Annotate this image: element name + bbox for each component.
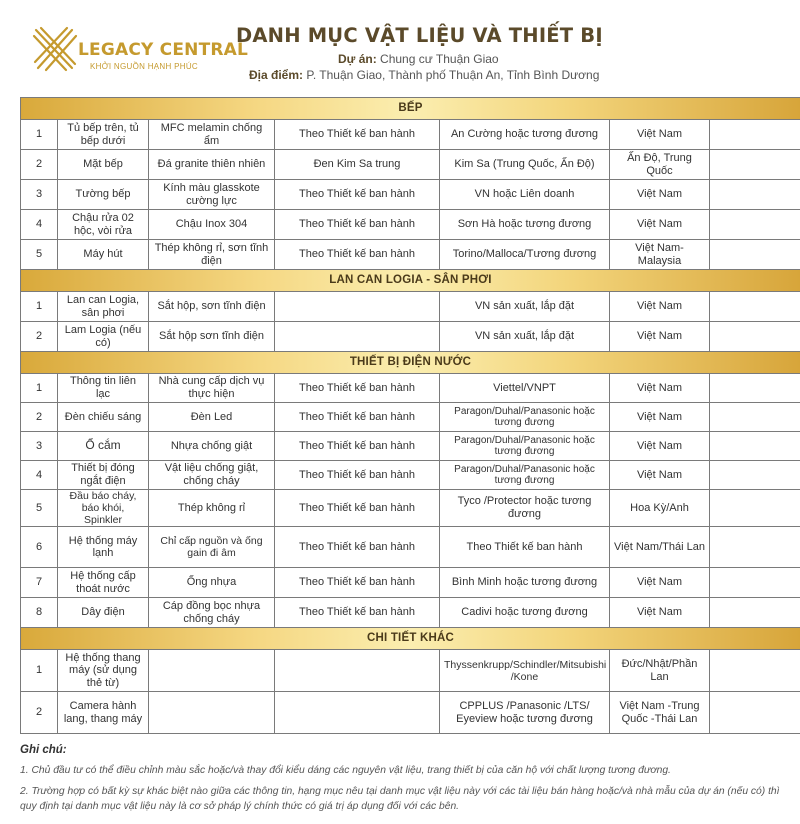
design-cell (275, 322, 440, 352)
row-number: 2 (21, 403, 58, 432)
item-cell: Tủ bếp trên, tủ bếp dưới (58, 120, 149, 150)
empty-cell (710, 180, 800, 210)
material-cell: Vật liệu chống giật, chống cháy (149, 461, 275, 490)
table-row (21, 568, 800, 598)
table-row (21, 180, 800, 210)
empty-cell (710, 240, 800, 270)
origin-cell: Việt Nam (610, 180, 710, 210)
table-row (21, 150, 800, 180)
section-title: BẾP (21, 98, 800, 120)
origin-cell: Việt Nam (610, 403, 710, 432)
origin-cell: Việt Nam (610, 598, 710, 628)
table-row (21, 120, 800, 150)
origin-cell: Đức/Nhật/Phần Lan (610, 650, 710, 692)
brand-cell: VN hoặc Liên doanh (440, 180, 610, 210)
material-cell: Cáp đồng bọc nhựa chống cháy (149, 598, 275, 628)
location-line (249, 68, 599, 82)
material-cell: Kính màu glasskote cường lực (149, 180, 275, 210)
empty-cell (710, 210, 800, 240)
origin-cell: Việt Nam (610, 292, 710, 322)
table-row (21, 374, 800, 403)
row-number: 5 (21, 490, 58, 527)
brand-cell: Thyssenkrupp/Schindler/Mitsubishi /Kone (440, 650, 610, 692)
design-cell: Theo Thiết kế ban hành (275, 120, 440, 150)
origin-cell: Ấn Độ, Trung Quốc (610, 150, 710, 180)
item-cell: Máy hút (58, 240, 149, 270)
item-cell: Dây điện (58, 598, 149, 628)
material-cell: Thép không rỉ, sơn tĩnh điện (149, 240, 275, 270)
origin-cell: Việt Nam (610, 374, 710, 403)
table-row (21, 598, 800, 628)
location-label: Địa điểm: (249, 68, 304, 82)
material-cell: Nhựa chống giật (149, 432, 275, 461)
item-cell: Chậu rửa 02 hộc, vòi rửa (58, 210, 149, 240)
brand-name: LEGACY CENTRAL (78, 40, 249, 60)
material-cell: Chỉ cấp nguồn và ống gain đi âm (149, 527, 275, 568)
design-cell: Theo Thiết kế ban hành (275, 461, 440, 490)
project-label: Dự án: (338, 52, 377, 66)
item-cell: Thông tin liên lạc (58, 374, 149, 403)
empty-cell (710, 432, 800, 461)
material-cell: MFC melamin chống ẩm (149, 120, 275, 150)
origin-cell: Việt Nam (610, 568, 710, 598)
design-cell: Theo Thiết kế ban hành (275, 180, 440, 210)
row-number: 1 (21, 374, 58, 403)
section-title: LAN CAN LOGIA - SÂN PHƠI (21, 270, 800, 292)
item-cell: Lam Logia (nếu có) (58, 322, 149, 352)
materials-table (20, 97, 800, 734)
notes-title: Ghi chú: (20, 744, 67, 756)
design-cell: Theo Thiết kế ban hành (275, 240, 440, 270)
table-row (21, 692, 800, 734)
row-number: 8 (21, 598, 58, 628)
material-cell: Thép không rỉ (149, 490, 275, 527)
empty-cell (710, 403, 800, 432)
material-cell (149, 692, 275, 734)
design-cell: Theo Thiết kế ban hành (275, 210, 440, 240)
design-cell: Theo Thiết kế ban hành (275, 432, 440, 461)
design-cell: Theo Thiết kế ban hành (275, 568, 440, 598)
table-row (21, 527, 800, 568)
section-title: CHI TIẾT KHÁC (21, 628, 800, 650)
design-cell: Theo Thiết kế ban hành (275, 490, 440, 527)
row-number: 4 (21, 461, 58, 490)
empty-cell (710, 120, 800, 150)
design-cell: Theo Thiết kế ban hành (275, 527, 440, 568)
note-item: 2. Trường hợp có bất kỳ sự khác biệt nào giữa các thông tin, hạng mục nêu tại danh mục vật liệu này với các tài liệu bán hàng hoặc/và nhà mẫu của dự án (nếu có) thì quy định tại danh mục vật liệu này là cơ sở pháp lý chính thức có giá trị áp dụng đối với các bên. (20, 785, 780, 812)
table-row (21, 490, 800, 527)
item-cell: Đèn chiếu sáng (58, 403, 149, 432)
table-row (21, 322, 800, 352)
empty-cell (710, 527, 800, 568)
brand-cell: VN sản xuất, lắp đặt (440, 292, 610, 322)
brand-cell: Theo Thiết kế ban hành (440, 527, 610, 568)
material-cell: Đá granite thiên nhiên (149, 150, 275, 180)
design-cell (275, 692, 440, 734)
origin-cell: Hoa Kỳ/Anh (610, 490, 710, 527)
empty-cell (710, 650, 800, 692)
row-number: 2 (21, 692, 58, 734)
origin-cell: Việt Nam/Thái Lan (610, 527, 710, 568)
empty-cell (710, 374, 800, 403)
row-number: 2 (21, 150, 58, 180)
table-row (21, 210, 800, 240)
project-value: Chung cư Thuận Giao (380, 52, 499, 66)
item-cell: Ổ cắm (58, 432, 149, 461)
material-cell: Nhà cung cấp dịch vụ thực hiện (149, 374, 275, 403)
table-row (21, 650, 800, 692)
brand-cell: Torino/Malloca/Tương đương (440, 240, 610, 270)
row-number: 5 (21, 240, 58, 270)
row-number: 7 (21, 568, 58, 598)
empty-cell (710, 322, 800, 352)
item-cell: Thiết bị đóng ngắt điện (58, 461, 149, 490)
row-number: 4 (21, 210, 58, 240)
table-row (21, 461, 800, 490)
material-cell: Ống nhựa (149, 568, 275, 598)
origin-cell: Việt Nam -Trung Quốc -Thái Lan (610, 692, 710, 734)
brand-cell: An Cường hoặc tương đương (440, 120, 610, 150)
table-row (21, 432, 800, 461)
row-number: 1 (21, 120, 58, 150)
item-cell: Camera hành lang, thang máy (58, 692, 149, 734)
origin-cell: Việt Nam (610, 322, 710, 352)
brand-cell: Sơn Hà hoặc tương đương (440, 210, 610, 240)
item-cell: Hệ thống cấp thoát nước (58, 568, 149, 598)
material-cell (149, 650, 275, 692)
logo-mark-icon (32, 26, 78, 72)
row-number: 6 (21, 527, 58, 568)
table-row (21, 292, 800, 322)
material-cell: Sắt hộp sơn tĩnh điện (149, 322, 275, 352)
design-cell: Theo Thiết kế ban hành (275, 403, 440, 432)
design-cell: Theo Thiết kế ban hành (275, 598, 440, 628)
item-cell: Mặt bếp (58, 150, 149, 180)
brand-cell: CPPLUS /Panasonic /LTS/ Eyeview hoặc tương đương (440, 692, 610, 734)
row-number: 3 (21, 432, 58, 461)
brand-cell: Paragon/Duhal/Panasonic hoặc tương đương (440, 432, 610, 461)
empty-cell (710, 461, 800, 490)
design-cell: Theo Thiết kế ban hành (275, 374, 440, 403)
section-header-balcony (21, 270, 800, 292)
design-cell (275, 650, 440, 692)
project-line (338, 52, 499, 66)
design-cell (275, 292, 440, 322)
row-number: 3 (21, 180, 58, 210)
empty-cell (710, 598, 800, 628)
design-cell: Đen Kim Sa trung (275, 150, 440, 180)
item-cell: Lan can Logia, sân phơi (58, 292, 149, 322)
section-title: THIẾT BỊ ĐIỆN NƯỚC (21, 352, 800, 374)
brand-cell: Viettel/VNPT (440, 374, 610, 403)
row-number: 2 (21, 322, 58, 352)
origin-cell: Việt Nam (610, 120, 710, 150)
section-header-electrical (21, 352, 800, 374)
material-cell: Chậu Inox 304 (149, 210, 275, 240)
table-row (21, 403, 800, 432)
material-cell: Đèn Led (149, 403, 275, 432)
brand-logo (32, 26, 249, 78)
note-item: 1. Chủ đầu tư có thể điều chỉnh màu sắc hoặc/và thay đổi kiểu dáng các nguyên vật liệu, trang thiết bị của căn hộ với chất lượng tương đương. (20, 765, 671, 776)
item-cell: Đầu báo cháy, báo khói, Spinkler (58, 490, 149, 527)
origin-cell: Việt Nam (610, 210, 710, 240)
item-cell: Hệ thống máy lạnh (58, 527, 149, 568)
table-row (21, 240, 800, 270)
empty-cell (710, 292, 800, 322)
origin-cell: Việt Nam (610, 432, 710, 461)
notes-block (20, 744, 795, 821)
page-header (0, 0, 800, 96)
brand-cell: Kim Sa (Trung Quốc, Ấn Độ) (440, 150, 610, 180)
brand-cell: Paragon/Duhal/Panasonic hoặc tương đương (440, 461, 610, 490)
brand-cell: Tyco /Protector hoặc tương đương (440, 490, 610, 527)
empty-cell (710, 150, 800, 180)
item-cell: Hệ thống thang máy (sử dụng thẻ từ) (58, 650, 149, 692)
brand-cell: VN sản xuất, lắp đặt (440, 322, 610, 352)
brand-cell: Bình Minh hoặc tương đương (440, 568, 610, 598)
origin-cell: Việt Nam-Malaysia (610, 240, 710, 270)
empty-cell (710, 692, 800, 734)
brand-cell: Cadivi hoặc tương đương (440, 598, 610, 628)
section-header-other (21, 628, 800, 650)
origin-cell: Việt Nam (610, 461, 710, 490)
row-number: 1 (21, 292, 58, 322)
material-cell: Sắt hộp, sơn tĩnh điện (149, 292, 275, 322)
item-cell: Tường bếp (58, 180, 149, 210)
empty-cell (710, 568, 800, 598)
row-number: 1 (21, 650, 58, 692)
empty-cell (710, 490, 800, 527)
brand-tagline: KHỞI NGUỒN HẠNH PHÚC (90, 62, 198, 71)
section-header-kitchen (21, 98, 800, 120)
location-value: P. Thuận Giao, Thành phố Thuận An, Tỉnh Bình Dương (306, 68, 600, 82)
brand-cell: Paragon/Duhal/Panasonic hoặc tương đương (440, 403, 610, 432)
page-title: DANH MỤC VẬT LIỆU VÀ THIẾT BỊ (236, 24, 603, 47)
